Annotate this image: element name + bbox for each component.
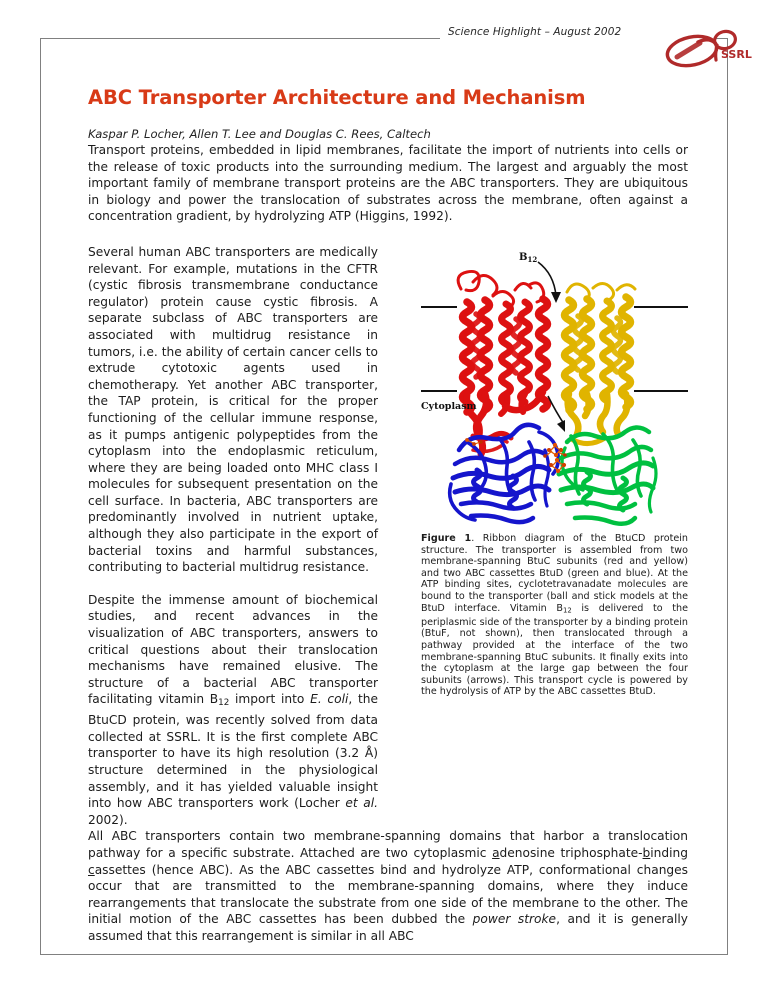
paragraph-medical-relevance: Several human ABC transporters are medically relevant. For example, mutations in the CFTR (cystic fibrosis transmembrane conductance regulator) protein cause cystic fibrosis. A separate subclass of ABC transporters are associated with multidrug resistance in tumors, i.e. the ability of certain cancer cells to extrude cytotoxic agents used in chemotherapy. Yet another ABC transporter, the TAP protein, is critical for the proper functioning of the cellular immune response, as it pumps antigenic polypeptides from the cytoplasm into the endoplasmic reticulum, where they are being loaded onto MHC class I molecules for subsequent presentation on the cell surface. In bacteria, ABC transporters are predominantly involved in nutrient uptake, although they also participate in the export of bacterial toxins and harmful substances, contributing to bacterial multidrug resistance. [88,244,378,575]
figure-column [421,244,688,698]
b12-label: $B_{12}$ [519,251,538,264]
science-highlight-label: Science Highlight – August 2002 [448,26,622,38]
page-title: ABC Transporter Architecture and Mechanism [88,86,586,109]
paragraph-structure: Despite the immense amount of biochemical studies, and recent advances in the visualization of ABC transporters, answers to critical questions about their translocation mechanisms have remained elusive. The structure of a bacterial ABC transporter facilitating vitamin $B_{12}$ import into E. coli, the BtuCD protein, was recently solved from data collected at SSRL. It is the first complete ABC transporter to have its high resolution (3.2 Å) structure determined in the physiological assembly, and it has yielded valuable insight into how ABC transporters work (Locher et al. 2002). [88,592,378,827]
page-header [40,26,752,72]
left-text-column [88,244,378,828]
cytoplasm-label: Cytoplasm [421,400,477,412]
two-column-region [88,244,688,828]
btucd-ribbon-diagram [421,244,688,529]
ssrl-logo-mark [660,26,756,72]
intro-paragraph: Transport proteins, embedded in lipid membranes, facilitate the import of nutrients into cells or the release of toxic products into the surrounding medium. The largest and arguably the most important family of membrane transport proteins are the ABC transporters. They are ubiquitous in biology and power the translocation of substrates across the membrane, often against a concentration gradient, by hydrolyzing ATP (Higgins, 1992). [88,143,688,224]
paragraph-final: All ABC transporters contain two membrane-spanning domains that harbor a translocation pathway for a specific substrate. Attached are two cytoplasmic adenosine triphosphate-binding cassettes (hence ABC). As the ABC cassettes bind and hydrolyze ATP, conformational changes occur that are transmitted to the membrane-spanning domains, where they induce rearrangements that translocate the substrate from one side of the membrane to the other. The initial motion of the ABC cassettes has been dubbed the power stroke, and it is generally assumed that this rearrangement is similar in all ABC [88,829,688,943]
figure-image [421,244,688,529]
figure-caption: Figure 1. Ribbon diagram of the BtuCD protein structure. The transporter is assembled from two membrane-spanning BtuC subunits (red and yellow) and two ABC cassettes BtuD (green and blue). At the ATP binding sites, cyclotetravanadate molecules are bound to the transporter (ball and stick models at the BtuD interface. Vitamin $B_{12}$ is delivered to the periplasmic side of the transporter by a binding protein (BtuF, not shown), then translocated through a pathway provided at the interface of the two membrane-spanning BtuC subunits. It finally exits into the cytoplasm at the large gap between the four subunits (arrows). This transport cycle is powered by the hydrolysis of ATP by the ABC cassettes BtuD. [421,532,689,698]
ssrl-logo [660,26,756,72]
author-byline: Kaspar P. Locher, Allen T. Lee and Douglas C. Rees, Caltech [88,127,431,141]
document-content [88,86,688,945]
ssrl-logo-text: SSRL [721,48,752,61]
